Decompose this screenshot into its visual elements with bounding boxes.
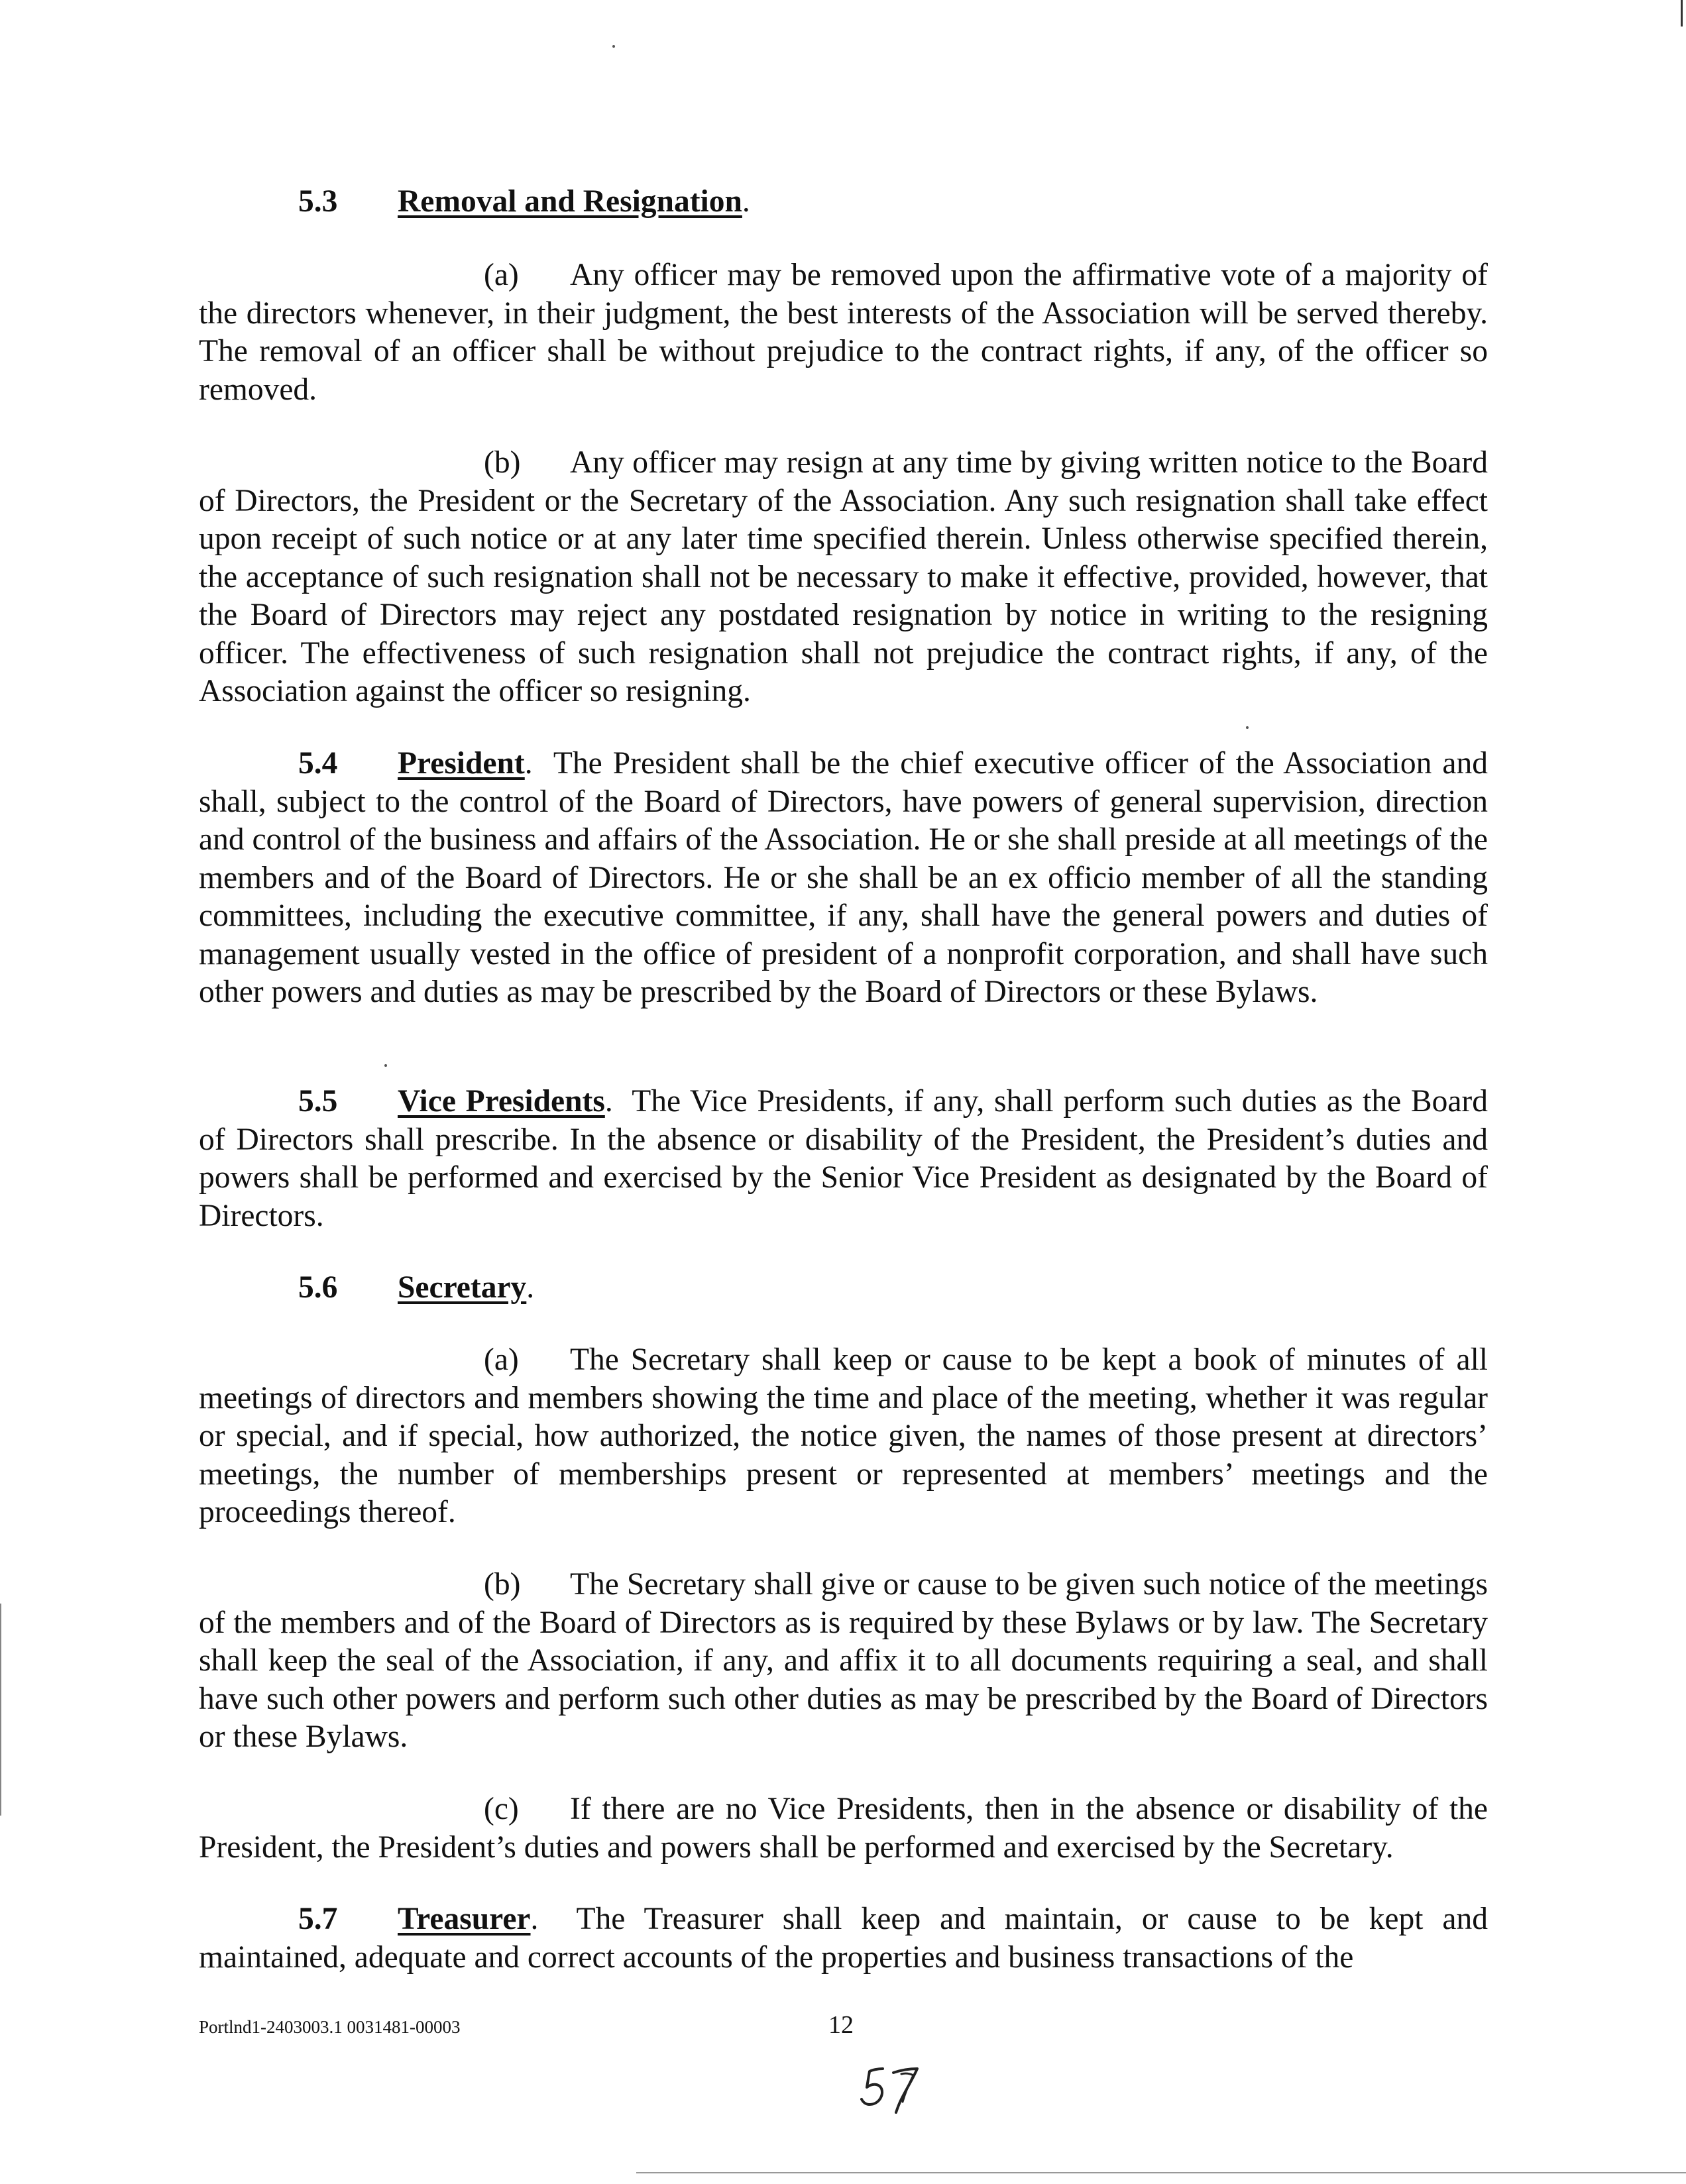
section-number: 5.4 — [298, 746, 338, 781]
heading-period: . — [742, 184, 750, 219]
scan-edge-mark — [1681, 0, 1683, 27]
section-title: Vice Presidents — [398, 1084, 605, 1119]
section-title: Removal and Resignation — [398, 184, 742, 219]
section-5-4 — [199, 745, 1488, 1012]
handwritten-page-number — [860, 2061, 927, 2114]
section-5-6-para-b — [199, 1566, 1488, 1757]
section-5-6-heading — [298, 1269, 534, 1307]
section-number: 5.5 — [298, 1084, 338, 1119]
para-label: (b) — [484, 1567, 521, 1602]
heading-period: . — [530, 1902, 539, 1936]
document-id: Portlnd1-2403003.1 0031481-00003 — [199, 2017, 461, 2037]
heading-period: . — [526, 1270, 535, 1305]
section-5-7 — [199, 1900, 1488, 1977]
section-5-3-para-a — [199, 256, 1488, 409]
para-text: The Secretary shall keep or cause to be kept a book of minutes of all meetings of directors and members showing the time and place of the meeting, whether it was regular or special, and if special, how authorized, the notice given, the names of those present at directors’ meetings, the number of memberships present or represented at members’ meetings and the proceedings thereof. — [199, 1342, 1488, 1529]
scan-bottom-line — [636, 2172, 1686, 2173]
section-5-5 — [199, 1083, 1488, 1235]
page-number: 12 — [828, 2011, 854, 2039]
scan-speck — [1246, 726, 1249, 729]
para-label: (a) — [484, 1342, 519, 1377]
scan-speck — [384, 1064, 387, 1067]
section-5-6-para-a — [199, 1341, 1488, 1532]
section-title: President — [398, 746, 525, 781]
section-title: Secretary — [398, 1270, 527, 1305]
section-number: 5.7 — [298, 1902, 338, 1936]
section-5-3-para-b — [199, 444, 1488, 711]
para-label: (a) — [484, 258, 519, 292]
section-title: Treasurer — [398, 1902, 531, 1936]
heading-period: . — [604, 1084, 613, 1119]
para-text: If there are no Vice Presidents, then in the absence or disability of the President, the President’s duties and powers shall be performed and exercised by the Secretary. — [199, 1792, 1488, 1865]
para-text: Any officer may resign at any time by giving written notice to the Board of Directors, the President or the Secretary of the Association. Any such resignation shall take effect upon receipt of such notice or at any later time specified therein. Unless otherwise specified therein, the acceptance of such resignation shall not be necessary to make it effective, provided, however, that the Board of Directors may reject any postdated resignation by notice in writing to the resigning officer. The effectiveness of such resignation shall not prejudice the contract rights, if any, of the Association against the officer so resigning. — [199, 445, 1488, 708]
section-5-6-para-c — [199, 1790, 1488, 1867]
section-number: 5.6 — [298, 1270, 338, 1305]
section-text: The Vice Presidents, if any, shall perform such duties as the Board of Directors shall prescribe. In the absence or disability of the President, the President’s duties and powers shall be performed and exercised by the Senior Vice President as designated by the Board of Directors. — [199, 1084, 1488, 1233]
para-label: (b) — [484, 445, 521, 480]
heading-period: . — [524, 746, 533, 781]
section-number: 5.3 — [298, 184, 338, 219]
scan-speck — [612, 45, 615, 48]
section-5-3-heading — [298, 183, 750, 221]
para-text: The Secretary shall give or cause to be given such notice of the meetings of the members and of the Board of Directors as is required by these Bylaws or by law. The Secretary shall keep the seal of the Association, if any, and affix it to all documents requiring a seal, and shall have such other powers and perform such other duties as may be prescribed by the Board of Directors or these Bylaws. — [199, 1567, 1488, 1754]
scan-edge-mark — [0, 1604, 1, 1816]
section-text: The President shall be the chief executive officer of the Association and shall, subject to the control of the Board of Directors, have powers of general supervision, direction and control of the business and affairs of the Association. He or she shall preside at all meetings of the members and of the Board of Directors. He or she shall be an ex officio member of all the standing committees, including the executive committee, if any, shall have the general powers and duties of management usually vested in the office of president of a nonprofit corporation, and shall have such other powers and duties as may be prescribed by the Board of Directors or these Bylaws. — [199, 746, 1488, 1009]
para-text: Any officer may be removed upon the affirmative vote of a majority of the directors whenever, in their judgment, the best interests of the Association will be served thereby. The removal of an officer shall be without prejudice to the contract rights, if any, of the officer so removed. — [199, 258, 1488, 407]
section-text: The Treasurer shall keep and maintain, or cause to be kept and maintained, adequate and correct accounts of the properties and business transactions of the — [199, 1902, 1488, 1975]
para-label: (c) — [484, 1792, 519, 1826]
